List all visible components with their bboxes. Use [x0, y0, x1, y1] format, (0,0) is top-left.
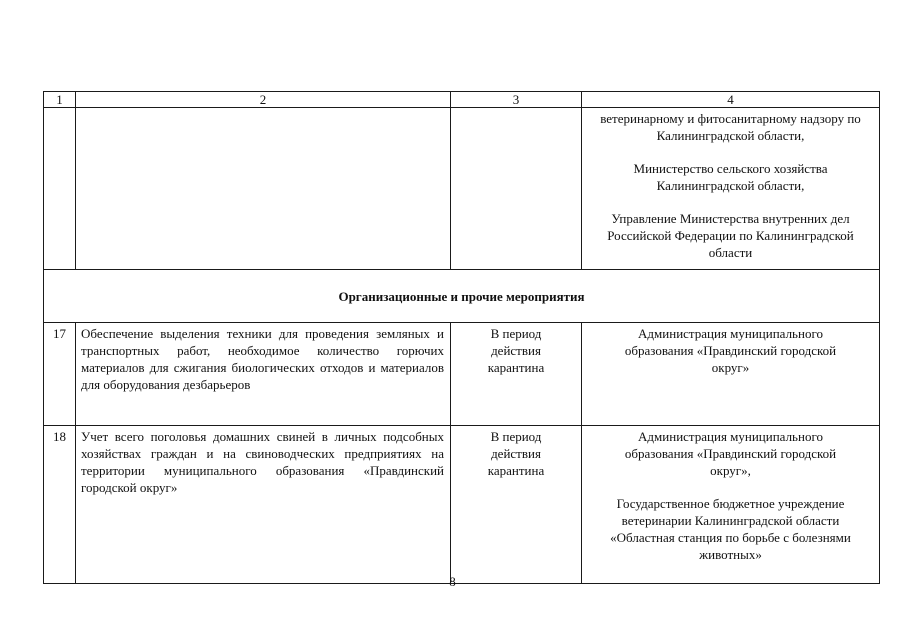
header-col-2: 2 [76, 92, 451, 108]
cont-measure-cell [76, 108, 451, 270]
measures-table [43, 91, 880, 584]
table-header-row [44, 92, 880, 108]
table-row [44, 323, 880, 426]
responsible-text: Администрация муниципального образования «Правдинский городской округ» [624, 326, 837, 375]
row-period: В период действия карантина [451, 323, 582, 426]
row-number: 18 [44, 426, 76, 584]
row-measure: Обеспечение выделения техники для проведения земляных и транспортных работ, необходимое количество горючих материалов для сжигания биологических отходов и материалов для оборудования дезбарьеров [76, 323, 451, 426]
responsible-text: ветеринарному и фитосанитарному надзору по Калининградской области, [600, 111, 861, 143]
section-row [44, 270, 880, 323]
header-col-4: 4 [582, 92, 880, 108]
responsible-text: Министерство сельского хозяйства Калининградской области, [633, 161, 828, 193]
row-responsible [582, 426, 880, 584]
responsible-text: Государственное бюджетное учреждение ветеринарии Калининградской области «Областная станция по борьбе с болезнями животных» [610, 496, 851, 562]
header-col-1: 1 [44, 92, 76, 108]
cont-num-cell [44, 108, 76, 270]
header-col-3: 3 [451, 92, 582, 108]
table-row [44, 426, 880, 584]
continuation-row [44, 108, 880, 270]
responsible-text: Управление Министерства внутренних дел Российской Федерации по Калининградской области [607, 211, 854, 260]
cont-responsible-cell [582, 108, 880, 270]
cont-period-cell [451, 108, 582, 270]
row-responsible [582, 323, 880, 426]
responsible-text: Администрация муниципального образования «Правдинский городской округ», [624, 429, 837, 478]
page-number: 8 [449, 574, 456, 589]
row-measure: Учет всего поголовья домашних свиней в личных подсобных хозяйствах граждан и на свиноводческих предприятиях на территории муниципального образования «Правдинский городской округ» [76, 426, 451, 584]
row-period: В период действия карантина [451, 426, 582, 584]
section-title: Организационные и прочие мероприятия [44, 270, 880, 323]
row-number: 17 [44, 323, 76, 426]
